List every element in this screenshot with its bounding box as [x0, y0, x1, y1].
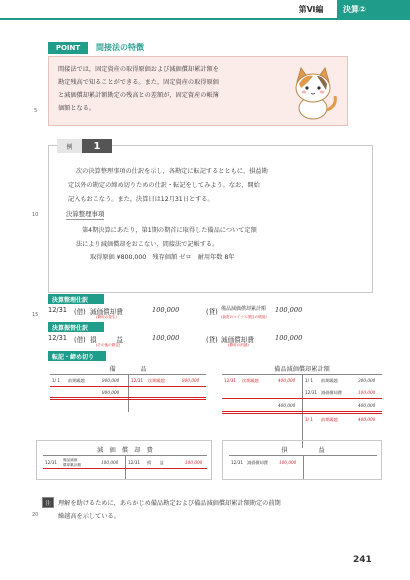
line-number: 20 — [32, 512, 39, 518]
journal1-credit-amount: 100,000 — [275, 306, 303, 314]
journal1-debit-amount: 100,000 — [152, 306, 180, 314]
t-cell-date: 1/ 1 — [305, 417, 314, 422]
journal1-credit-account: 備品減価償却累計額 — [221, 306, 267, 312]
t-account-depreciation-expense — [36, 440, 212, 480]
t-account-divider — [303, 455, 304, 479]
header-rule — [0, 18, 410, 20]
journal2-credit-mark: (貸) — [206, 336, 218, 344]
note-line: 理解を助けるために，あらかじめ備品勘定および備品減価償却累計額勘定の前期 — [58, 500, 281, 507]
section-label: 決算② — [337, 0, 410, 18]
t-cell-amount: 400,000 — [278, 378, 296, 383]
t-cell-amount: 100,000 — [101, 460, 119, 465]
example-intro-line: 次の決算整理事項の仕訳を示し，各勘定に転記するとともに，損益勘 — [76, 168, 268, 175]
t-cell-date: 12/31 — [305, 390, 318, 395]
journal1-date: 12/31 — [48, 306, 68, 314]
journal2-credit-amount: 100,000 — [275, 334, 303, 342]
t-account-name: 損 益 — [281, 447, 325, 454]
t-account-equipment — [50, 364, 206, 412]
t-account-double-rule — [50, 397, 206, 398]
t-account-double-rule — [222, 413, 382, 414]
t-account-name: 減 価 償 却 費 — [97, 447, 153, 454]
t-cell-date: 12/31 — [224, 378, 237, 383]
journal2-tag: 決算振替仕訳 — [48, 322, 104, 332]
note-mark: 注 — [42, 497, 54, 508]
t-cell-amount: 100,000 — [358, 390, 376, 395]
t-account-double-rule — [222, 411, 382, 412]
point-line: と減価償却累計額勘定の残高との差額が，固定資産の帳簿 — [58, 92, 219, 99]
point-line: 間接法では，固定資産の取得原価および減価償却累計額を — [58, 66, 219, 73]
t-cell-total: 800,000 — [102, 390, 120, 395]
journal1-tag: 決算整理仕訳 — [48, 294, 104, 304]
t-cell-amount: 800,000 — [102, 378, 120, 383]
chapter-label: 第Ⅵ編 — [285, 0, 337, 18]
t-cell-desc: 償却累計額 — [63, 463, 81, 467]
point-title: 間接法の特徴 — [96, 43, 144, 52]
example-item-line: 第4期決算にあたり，第1期の期首に取得した備品について定額 — [82, 227, 257, 234]
point-line: 価額となる。 — [58, 105, 96, 112]
t-account-name: 備品減価償却累計額 — [274, 366, 330, 373]
example-intro-line: 記入もおこなう。また，決算日は12月31日とする。 — [68, 196, 214, 203]
t-cell-desc: 前期繰越 — [321, 417, 338, 422]
t-account-divider — [128, 374, 129, 412]
example-number: 1 — [82, 139, 112, 153]
transfer-tag: 転記・締め切り — [48, 351, 106, 361]
example-item — [76, 224, 366, 252]
t-account-name: 備 品 — [109, 366, 147, 373]
t-cell-date: 12/31 — [45, 460, 58, 465]
example-intro-line: 定以外の勘定の締め切りための仕訳・転記をしてみよう。なお，開始 — [68, 182, 260, 189]
journal1-credit-note: (資産のマイナス項目の増加) — [221, 315, 267, 319]
journal2-debit-mark: (借) — [74, 336, 86, 344]
note-line: 繰越高を示している。 — [58, 513, 120, 520]
t-cell-amount: 100,000 — [185, 460, 203, 465]
t-account-total-rule — [50, 386, 206, 387]
t-account-total-rule — [43, 468, 207, 469]
example-intro — [68, 165, 360, 207]
journal2-debit-account: 損 益 — [90, 336, 123, 344]
t-cell-desc: 次期繰越 — [148, 378, 165, 383]
t-cell-amount: 300,000 — [358, 378, 376, 383]
page-header — [285, 0, 410, 18]
t-cell-desc: 次期繰越 — [242, 378, 259, 383]
journal1-debit-mark: (借) — [74, 308, 86, 316]
line-number: 5 — [34, 108, 38, 114]
t-account-divider — [125, 455, 126, 479]
point-body — [58, 63, 286, 115]
page-number: 241 — [353, 555, 372, 565]
example-subheading: 決算整理事項 — [66, 210, 105, 218]
t-cell-total: 400,000 — [278, 403, 296, 408]
point-line: 勘定残高で知ることができる。また，固定資産の取得原価 — [58, 79, 219, 86]
example-label: 例 — [57, 139, 82, 153]
note-text — [58, 497, 373, 523]
journal2-debit-amount: 100,000 — [152, 334, 180, 342]
journal2-credit-note: (費用の消滅) — [228, 343, 249, 347]
journal2-credit-account: 減価償却費 — [221, 336, 254, 344]
t-account-accumulated-depreciation — [222, 364, 382, 448]
line-number: 15 — [32, 312, 39, 318]
journal1-credit-mark: (貸) — [206, 308, 218, 316]
t-cell-date: 1/ 1 — [305, 378, 314, 383]
t-cell-desc: 損 益 — [147, 460, 164, 465]
t-cell-desc: 備品減価 — [63, 458, 78, 462]
example-cost-line: 取得原価 ¥800,000 残存価額 ゼロ 耐用年数 8年 — [90, 254, 235, 261]
t-cell-date: 12/31 — [231, 460, 244, 465]
t-cell-desc: 減価償却費 — [247, 460, 268, 465]
t-cell-total: 400,000 — [358, 403, 376, 408]
t-cell-desc: 減価償却費 — [321, 390, 342, 395]
journal2-date: 12/31 — [48, 334, 68, 342]
line-number: 10 — [32, 212, 39, 218]
t-cell-amount: 800,000 — [182, 378, 200, 383]
journal2-debit-note: (その他の勘定) — [96, 343, 121, 347]
t-cell-desc: 前期繰越 — [321, 378, 338, 383]
example-item-line: 法により減価償却をおこない，間接法で記帳する。 — [76, 241, 219, 248]
journal1-debit-account: 減価償却費 — [90, 308, 123, 316]
t-cell-desc: 前期繰越 — [68, 378, 85, 383]
t-cell-amount: 400,000 — [358, 417, 376, 422]
t-cell-date: 12/31 — [131, 378, 144, 383]
cat-mascot-illustration — [283, 62, 343, 122]
t-cell-date: 1/ 1 — [52, 378, 61, 383]
point-tab: POINT — [48, 42, 88, 54]
t-cell-amount: 100,000 — [279, 460, 297, 465]
t-account-profit-and-loss — [222, 440, 382, 480]
t-account-total-rule — [222, 398, 382, 399]
t-account-double-rule — [50, 399, 206, 400]
journal1-debit-note: (費用の発生) — [96, 315, 117, 319]
t-cell-date: 12/31 — [128, 460, 141, 465]
